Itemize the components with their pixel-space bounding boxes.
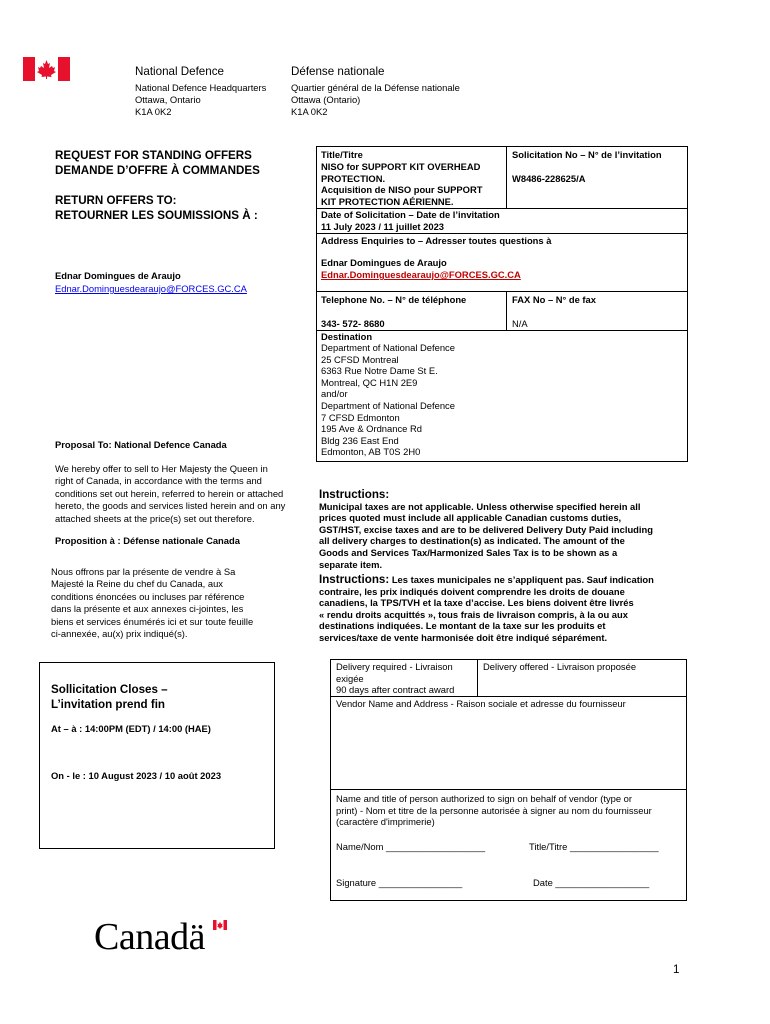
closing-title-en: Sollicitation Closes – bbox=[51, 683, 168, 696]
delivery-offered: Delivery offered - Livraison proposée bbox=[483, 661, 637, 672]
proposal-en-line: right of Canada, in accordance with the terms and bbox=[55, 475, 262, 487]
title-value-line: NISO for SUPPORT KIT OVERHEAD bbox=[321, 161, 481, 172]
proposal-fr-line: dans la présente et aux annexes ci-jointes, les bbox=[51, 603, 244, 615]
proposal-fr-line: biens et services énumérés ici et sur toute feuille bbox=[51, 615, 254, 627]
instructions-fr-line: services/taxe de vente harmonisée doit être indiqué séparément. bbox=[319, 631, 608, 643]
canada-wordmark: Canadä bbox=[94, 916, 205, 958]
destination-line: Bldg 236 East End bbox=[321, 434, 399, 446]
instructions-en-line: separate item. bbox=[319, 558, 383, 570]
delivery-required-line: Delivery required - Livraison bbox=[336, 661, 453, 672]
proposal-en-body bbox=[55, 463, 310, 525]
instructions-en-line: Municipal taxes are not applicable. Unless otherwise specified herein all bbox=[319, 500, 641, 512]
proposal-en-line: hereto, the goods and services listed herein and on any bbox=[55, 500, 286, 512]
proposal-fr-title: Proposition à : Défense nationale Canada bbox=[55, 535, 240, 546]
instructions-fr-label: Instructions: bbox=[319, 573, 390, 586]
contact-name: Ednar Domingues de Araujo bbox=[55, 270, 181, 281]
header-fr-address-3: K1A 0K2 bbox=[291, 106, 328, 117]
header-en bbox=[135, 66, 266, 118]
instructions-en-line: prices quoted must include all applicable Canadian customs duties, bbox=[319, 512, 622, 524]
instructions-fr-line: contraire, les prix indiqués doivent comprendre les droits de douane bbox=[319, 585, 625, 597]
solicitation-label: Solicitation No – N° de l’invitation bbox=[512, 149, 662, 160]
proposal-fr-line: Majesté la Reine du chef du Canada, aux bbox=[51, 578, 223, 590]
authorized-person-line: (caractère d'imprimerie) bbox=[336, 816, 435, 828]
signature-field[interactable]: Signature ________________ bbox=[336, 877, 463, 888]
delivery-required-line: exigée bbox=[336, 672, 364, 684]
authorized-person-line: Name and title of person authorized to sign on behalf of vendor (type or bbox=[336, 793, 633, 804]
header-fr bbox=[291, 66, 460, 118]
fax-value: N/A bbox=[512, 318, 528, 329]
destination-address bbox=[321, 342, 455, 458]
header-en-address-2: Ottawa, Ontario bbox=[135, 94, 201, 105]
title-value-line: KIT PROTECTION AÉRIENNE. bbox=[321, 195, 454, 207]
request-title-en: REQUEST FOR STANDING OFFERS bbox=[55, 149, 252, 162]
closing-title bbox=[51, 682, 168, 712]
destination-line: Edmonton, AB T0S 2H0 bbox=[321, 446, 421, 458]
title-value-line: Acquisition de NISO pour SUPPORT bbox=[321, 184, 483, 196]
destination-line: 195 Ave & Ordnance Rd bbox=[321, 423, 422, 435]
request-title-fr: DEMANDE D’OFFRE À COMMANDES bbox=[55, 164, 260, 177]
instructions-en-line: all delivery charges to destination(s) as indicated. The amount of the bbox=[319, 535, 625, 547]
destination-line: 25 CFSD Montreal bbox=[321, 353, 399, 365]
enquiries-email-link[interactable]: Ednar.Dominguesdearaujo@FORCES.GC.CA bbox=[321, 269, 521, 280]
canada-flag-icon bbox=[23, 57, 70, 81]
page-number: 1 bbox=[673, 963, 680, 976]
proposal-fr-line: Nous offrons par la présente de vendre à Sa bbox=[51, 566, 236, 577]
closing-title-fr: L’invitation prend fin bbox=[51, 698, 166, 711]
destination-line: Department of National Defence bbox=[321, 399, 455, 411]
closing-date: On - le : 10 August 2023 / 10 août 2023 bbox=[51, 770, 222, 781]
proposal-en-line: conditions set out herein, referred to herein or attached bbox=[55, 487, 284, 499]
instructions-en bbox=[319, 489, 699, 570]
date-field[interactable]: Date __________________ bbox=[533, 877, 650, 888]
return-title-fr: RETOURNER LES SOUMISSIONS À : bbox=[55, 209, 258, 222]
header-en-address-3: K1A 0K2 bbox=[135, 106, 172, 117]
vendor-name-address-label: Vendor Name and Address - Raison sociale et adresse du fournisseur bbox=[336, 698, 626, 709]
proposal-fr-line: conditions énoncées ou incluses par référence bbox=[51, 590, 245, 602]
instructions-en-line: GST/HST, excise taxes and are to be delivered Delivery Duty Paid including bbox=[319, 523, 653, 535]
phone-value: 343- 572- 8680 bbox=[321, 318, 385, 329]
instructions-en-label: Instructions: bbox=[319, 488, 390, 501]
proposal-fr-line: ci-annexée, au(x) prix indiqué(s). bbox=[51, 628, 188, 640]
instructions-fr-line: canadiens, la TPS/TVH et la taxe d’accise. Les biens doivent être livrés bbox=[319, 597, 634, 609]
destination-line: Montreal, QC H1N 2E9 bbox=[321, 376, 418, 388]
header-fr-address-2: Ottawa (Ontario) bbox=[291, 94, 361, 105]
destination-line: 7 CFSD Edmonton bbox=[321, 411, 400, 423]
instructions-fr-line: « rendu droits acquittés », tous frais de livraison compris, à la ou aux bbox=[319, 608, 628, 620]
instructions-fr bbox=[319, 574, 709, 644]
delivery-required-line: 90 days after contract award bbox=[336, 684, 455, 696]
enquiries-label: Address Enquiries to – Adresser toutes questions à bbox=[321, 235, 552, 246]
instructions-fr-line: Les taxes municipales ne s’appliquent pas. Sauf indication bbox=[391, 574, 654, 585]
header-fr-org: Défense nationale bbox=[291, 65, 385, 78]
proposal-en-line: We hereby offer to sell to Her Majesty the Queen in bbox=[55, 463, 268, 474]
proposal-en-line: attached sheets at the price(s) set out therefore. bbox=[55, 512, 255, 524]
enquiries-name: Ednar Domingues de Araujo bbox=[321, 257, 447, 268]
header-en-address-1: National Defence Headquarters bbox=[135, 82, 267, 93]
wordmark-flag-icon bbox=[213, 920, 227, 930]
title-value bbox=[321, 161, 482, 207]
date-label: Date of Solicitation – Date de l’invitation bbox=[321, 209, 500, 220]
header-fr-address-1: Quartier général de la Défense nationale bbox=[291, 82, 460, 93]
title-label: Title/Titre bbox=[321, 149, 363, 160]
authorized-person-label bbox=[336, 793, 652, 828]
authorized-person-line: print) - Nom et titre de la personne autorisée à signer au nom du fournisseur bbox=[336, 804, 652, 816]
return-title-en: RETURN OFFERS TO: bbox=[55, 194, 177, 207]
name-field[interactable]: Name/Nom ___________________ bbox=[336, 841, 486, 852]
destination-line: Department of National Defence bbox=[321, 342, 455, 353]
proposal-fr-body bbox=[51, 566, 306, 640]
fax-label: FAX No – N° de fax bbox=[512, 294, 596, 305]
delivery-required bbox=[336, 661, 454, 696]
date-value: 11 July 2023 / 11 juillet 2023 bbox=[321, 221, 445, 232]
destination-line: and/or bbox=[321, 388, 348, 400]
title-field[interactable]: Title/Titre _________________ bbox=[529, 841, 659, 852]
instructions-fr-line: destinations indiquées. Le montant de la taxe sur les produits et bbox=[319, 620, 606, 632]
phone-label: Telephone No. – N° de téléphone bbox=[321, 294, 467, 305]
request-title bbox=[55, 148, 260, 178]
contact-email-link[interactable]: Ednar.Dominguesdearaujo@FORCES.GC.CA bbox=[55, 283, 247, 294]
return-title bbox=[55, 193, 258, 223]
solicitation-number: W8486-228625/A bbox=[512, 173, 586, 184]
instructions-en-line: Goods and Services Tax/Harmonized Sales Tax is to be shown as a bbox=[319, 546, 618, 558]
destination-line: 6363 Rue Notre Dame St E. bbox=[321, 365, 438, 377]
closing-time: At – à : 14:00PM (EDT) / 14:00 (HAE) bbox=[51, 723, 211, 734]
header-en-org: National Defence bbox=[135, 65, 224, 78]
title-value-line: PROTECTION. bbox=[321, 172, 386, 184]
proposal-en-title: Proposal To: National Defence Canada bbox=[55, 439, 227, 450]
destination-label: Destination bbox=[321, 331, 373, 342]
